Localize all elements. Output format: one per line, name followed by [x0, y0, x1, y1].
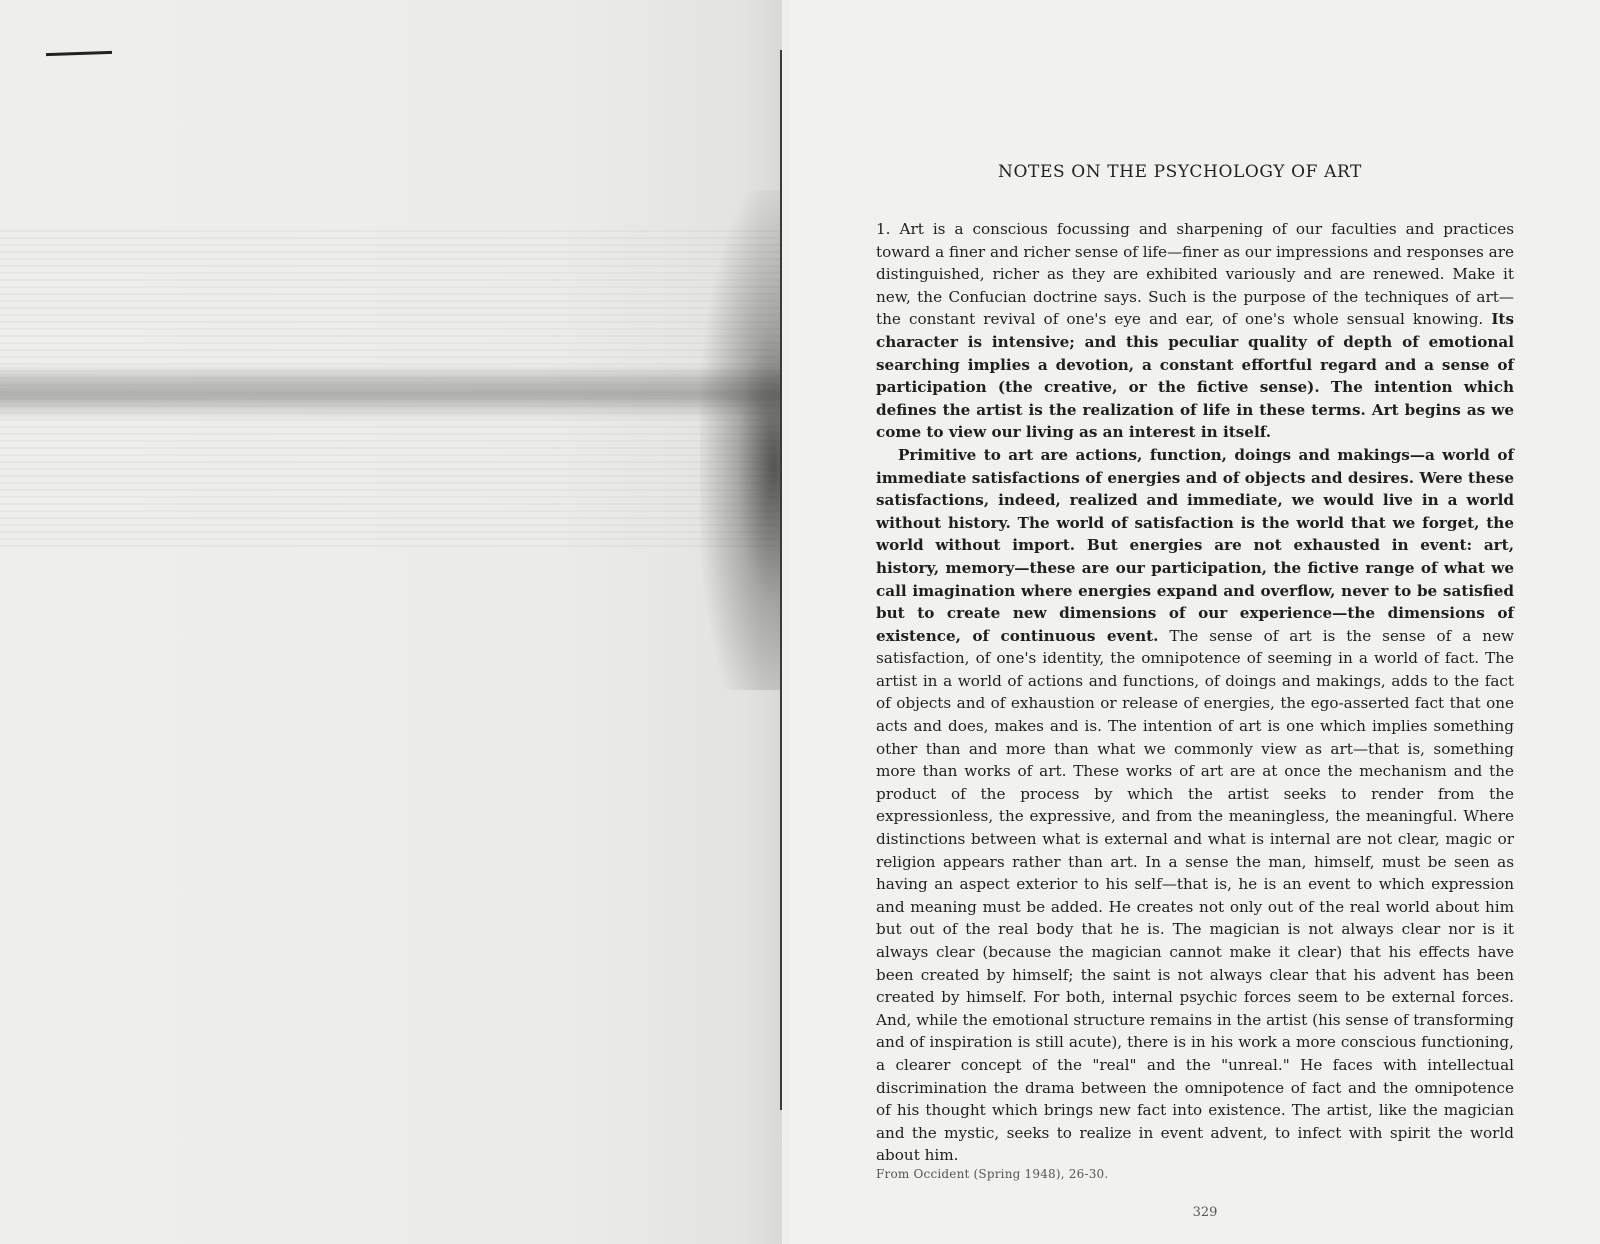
paragraph-2-rest: The sense of art is the sense of a new satisfaction, of one's identity, the omnipotence of seeming in a world of fact. The artist in a world of actions and functions, of doings and makings, adds to the fact of objects and of exhaustion or release of energies, the ego-asserted fact that one acts and does, makes and is. The intention of art is one which implies something other than and more than what we commonly view as art—that is, something more than works of art. These works of art are at once the mechanism and the product of the process by which the artist seeks to render from the expressionless, the expressive, and from the meaningless, the meaningful. Where distinctions between what is external and what is internal are not clear, magic or religion appears rather than art. In a sense the man, himself, must be seen as having an aspect exterior to his self—that is, he is an event to which expression and meaning must be added. He creates not only out of the real world about him but out of the real body that he is. The magician is not always clear nor is it always clear (because the magician cannot make it clear) that his effects have been created by himself; the saint is not always clear that his advent has been created by himself. For both, internal psychic forces seem to be external forces. And, while the emotional structure remains in the artist (his sense of transforming and of inspiration is still acute), there is in his work a more conscious functioning, a clearer concept of the "real" and the "unreal." He faces with intellectual discrimination the drama between the omnipotence of fact and the omnipotence of his thought which brings new fact into existence. The artist, like the magician and the mystic, seeks to realize in event advent, to infect with spirit the world about him.: [876, 626, 1514, 1165]
paragraph-2: [876, 444, 1514, 1167]
left-page-blank: [0, 0, 782, 1244]
scan-smear-band: [0, 365, 782, 420]
source-citation: From Occident (Spring 1948), 26-30.: [876, 1167, 1109, 1181]
page-number: 329: [1192, 1205, 1218, 1220]
article-body: [876, 218, 1514, 1167]
gutter-shadow: [700, 190, 782, 690]
paragraph-2-bold: Primitive to art are actions, function, doings and makings—a world of immediate satisfactions of energies and of objects and desires. Were these satisfactions, indeed, realized and immediate, we would live in a world without history. The world of satisfaction is the world that we forget, the world without import. But energies are not exhausted in event: art, history, memory—these are our participation, the fictive range of what we call imagination where energies expand and overflow, never to be satisfied but to create new dimensions of our experience—the dimensions of existence, of continuous event.: [876, 445, 1514, 645]
paragraph-1: [876, 218, 1514, 444]
book-gutter: [780, 50, 782, 1110]
paragraph-1-intro: 1. Art is a conscious focussing and sharpening of our faculties and practices toward a finer and richer sense of life—finer as our impressions and responses are distinguished, richer as they are exhibited variously and are renewed. Make it new, the Confucian doctrine says. Such is the purpose of the techniques of art—the constant revival of one's eye and ear, of one's whole sensual knowing.: [876, 220, 1514, 329]
page-title: NOTES ON THE PSYCHOLOGY OF ART: [998, 162, 1362, 182]
pencil-mark: [46, 51, 112, 56]
paragraph-1-bold: Its character is intensive; and this peculiar quality of depth of emotional searching implies a devotion, a constant effortful regard and a sense of participation (the creative, or the fictive sense). The intention which defines the artist is the realization of life in these terms. Art begins as we come to view our living as an interest in itself.: [876, 310, 1514, 442]
